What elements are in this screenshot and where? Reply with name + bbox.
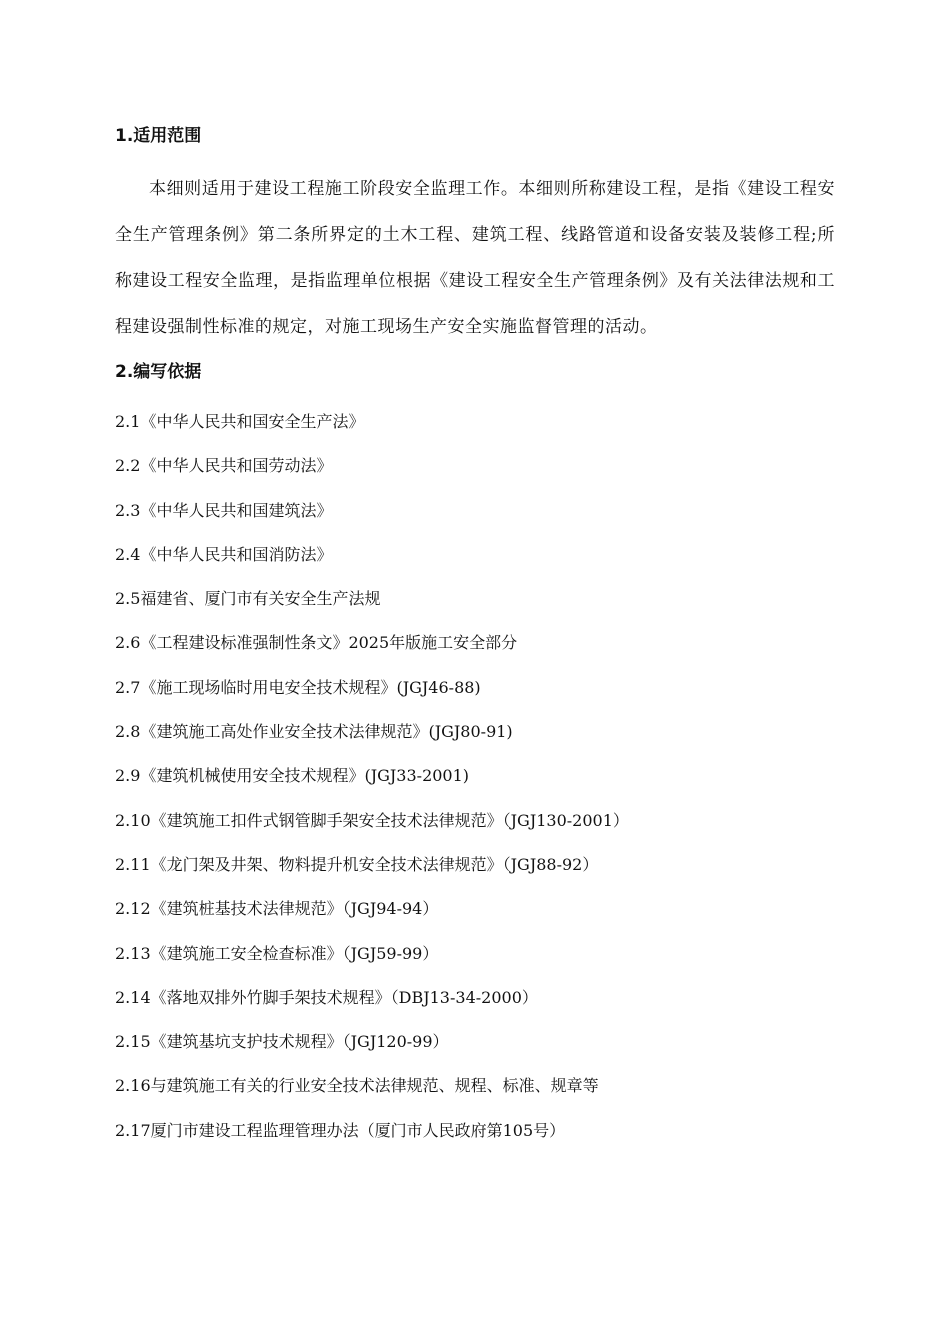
list-item: 2.14《落地双排外竹脚手架技术规程》（DBJ13-34-2000） bbox=[115, 987, 538, 1007]
list-item: 2.3《中华人民共和国建筑法》 bbox=[115, 500, 333, 520]
list-item: 2.2《中华人民共和国劳动法》 bbox=[115, 456, 333, 476]
list-item: 2.5福建省、厦门市有关安全生产法规 bbox=[115, 589, 381, 609]
document-body bbox=[115, 120, 835, 1153]
list-item: 2.1《中华人民共和国安全生产法》 bbox=[115, 412, 365, 431]
list-item: 2.6《工程建设标准强制性条文》2025年版施工安全部分 bbox=[115, 633, 518, 653]
scope-paragraph: 本细则适用于建设工程施工阶段安全监理工作。本细则所称建设工程，是指《建设工程安全生产管理条例》第二条所界定的土木工程、建筑工程、线路管道和设备安装及装修工程;所称建设工程安全监理，是指监理单位根据《建设工程安全生产管理条例》及有关法律法规和工程建设强制性标准的规定，对施工现场生产安全实施监督管理的活动。 bbox=[115, 179, 835, 337]
list-item: 2.16与建筑施工有关的行业安全技术法律规范、规程、标准、规章等 bbox=[115, 1076, 599, 1096]
list-item: 2.4《中华人民共和国消防法》 bbox=[115, 544, 333, 564]
list-item: 2.12《建筑桩基技术法律规范》（JGJ94-94） bbox=[115, 899, 439, 919]
section-heading-basis: 2.编写依据 bbox=[115, 362, 202, 382]
list-item: 2.11《龙门架及井架、物料提升机安全技术法律规范》（JGJ88-92） bbox=[115, 854, 599, 874]
list-item: 2.10《建筑施工扣件式钢管脚手架安全技术法律规范》（JGJ130-2001） bbox=[115, 810, 629, 830]
list-item: 2.17厦门市建设工程监理管理办法（厦门市人民政府第105号） bbox=[115, 1120, 566, 1140]
section-heading-scope: 1.适用范围 bbox=[115, 126, 202, 146]
list-item: 2.9《建筑机械使用安全技术规程》(JGJ33-2001) bbox=[115, 766, 470, 786]
list-item: 2.15《建筑基坑支护技术规程》（JGJ120-99） bbox=[115, 1032, 449, 1052]
list-item: 2.8《建筑施工高处作业安全技术法律规范》(JGJ80-91) bbox=[115, 722, 513, 742]
list-item: 2.13《建筑施工安全检查标准》（JGJ59-99） bbox=[115, 943, 439, 963]
reference-list bbox=[115, 400, 835, 1153]
list-item: 2.7《施工现场临时用电安全技术规程》(JGJ46-88) bbox=[115, 677, 481, 697]
